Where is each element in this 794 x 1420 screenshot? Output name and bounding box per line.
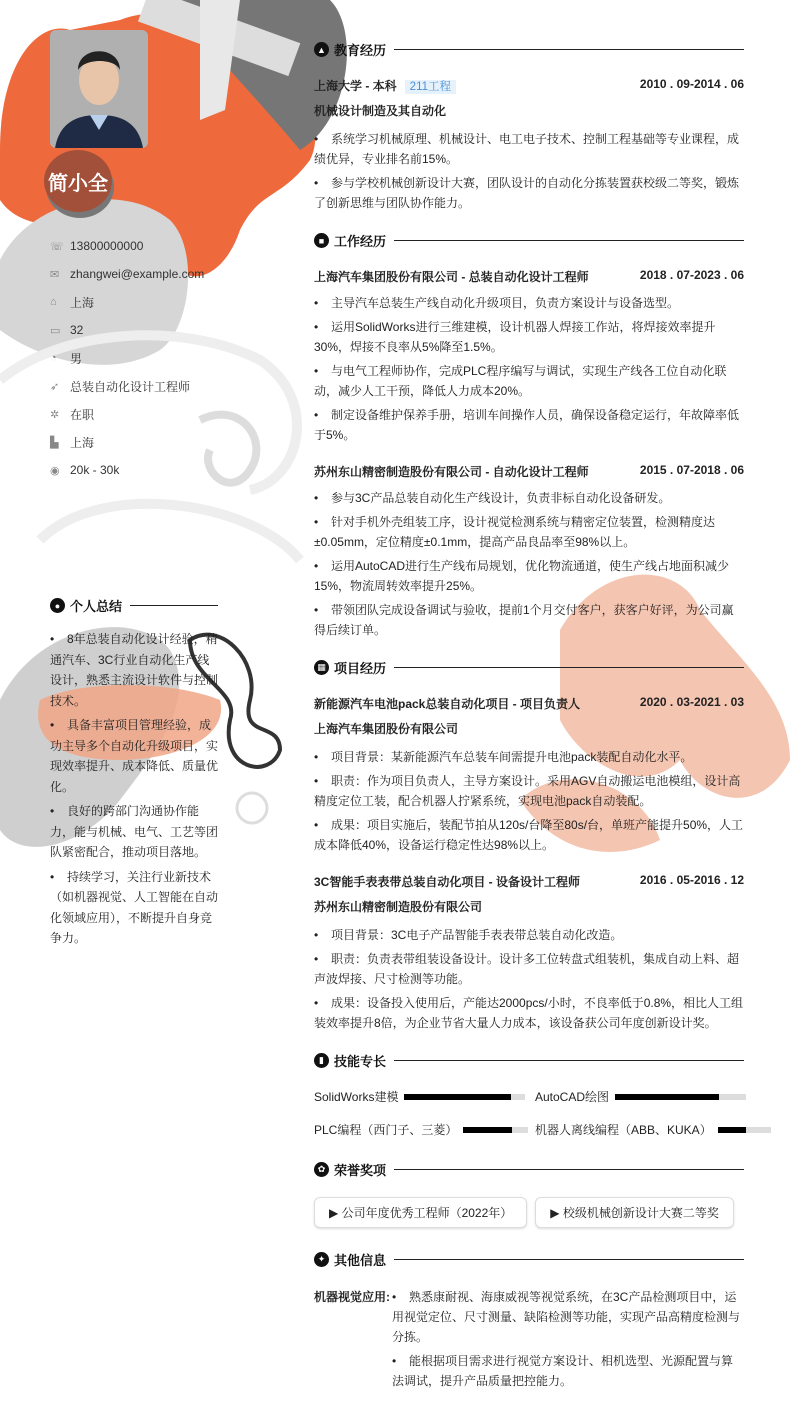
award-item bbox=[314, 1197, 527, 1228]
divider bbox=[130, 605, 218, 606]
skill-bar-fill bbox=[463, 1127, 512, 1133]
age-icon: ▭ bbox=[50, 324, 61, 337]
skill-item bbox=[535, 1088, 775, 1105]
section-title: 工作经历 bbox=[334, 234, 387, 249]
contact-info bbox=[50, 232, 204, 484]
info-status bbox=[50, 400, 204, 428]
job-entry bbox=[314, 268, 744, 445]
section-header bbox=[314, 1051, 744, 1070]
triangle-icon: ▶ bbox=[550, 1206, 563, 1220]
chart-icon: ▮ bbox=[314, 1053, 329, 1068]
info-text: 32 bbox=[70, 323, 84, 337]
section-title: 其他信息 bbox=[334, 1253, 387, 1268]
project-header bbox=[314, 695, 744, 712]
info-age bbox=[50, 316, 204, 344]
summary-item: • 良好的跨部门沟通协作能力，能与机械、电气、工艺等团队紧密配合，推动项目落地。 bbox=[50, 801, 218, 863]
section-header bbox=[314, 231, 744, 250]
info-text: 20k - 30k bbox=[70, 463, 120, 477]
date: 2010 . 09-2014 . 06 bbox=[639, 77, 744, 91]
briefcase-icon: ■ bbox=[314, 233, 329, 248]
list-item: • 熟悉康耐视、海康威视等视觉系统，在3C产品检测项目中，运用视觉定位、尺寸测量、缺陷检测等功能，实现产品高精度检测与分拣。 bbox=[392, 1287, 744, 1347]
list-item: • 职责：作为项目负责人，主导方案设计。采用AGV自动搬运电池模组，设计高精度定位工装，配合机器人拧紧系统，实现电池pack自动装配。 bbox=[314, 771, 744, 811]
grid-icon: ▦ bbox=[314, 660, 329, 675]
city-icon: ▙ bbox=[50, 436, 59, 449]
job-header bbox=[314, 463, 744, 480]
list-item: • 成果：设备投入使用后，产能达2000pcs/小时，不良率低于0.8%，相比人工组装效率提升8倍，为企业节省大量人力成本，该设备获公司年度创新设计奖。 bbox=[314, 993, 744, 1033]
skill-item bbox=[314, 1121, 535, 1138]
divider bbox=[394, 667, 744, 668]
list-item: • 针对手机外壳组装工序，设计视觉检测系统与精密定位装置，检测精度达±0.05mm，定位精度±0.1mm，提高产品良品率至98%以上。 bbox=[314, 512, 744, 552]
list-item: • 项目背景：某新能源汽车总装车间需提升电池pack装配自动化水平。 bbox=[314, 747, 744, 767]
skill-bar-fill bbox=[615, 1094, 718, 1100]
skill-name: SolidWorks建模 bbox=[314, 1090, 399, 1104]
work-section bbox=[314, 231, 744, 640]
list-item: • 与电气工程师协作，完成PLC程序编写与调试，实现生产线各工位自动化联动，减少人工干预，降低人力成本20%。 bbox=[314, 361, 744, 401]
position-icon: ➶ bbox=[50, 380, 60, 393]
section-header bbox=[314, 40, 744, 59]
summary-item: • 8年总装自动化设计经验，精通汽车、3C行业自动化生产线设计，熟悉主流设计软件与控制技术。 bbox=[50, 629, 218, 711]
award-icon: ✿ bbox=[314, 1162, 329, 1177]
graduation-cap-icon: ▲ bbox=[314, 42, 329, 57]
info-text: zhangwei@example.com bbox=[70, 267, 205, 281]
summary-section bbox=[50, 596, 218, 953]
user-icon: ● bbox=[50, 598, 65, 613]
info-text: 在职 bbox=[70, 407, 95, 422]
divider bbox=[394, 1169, 744, 1170]
info-salary bbox=[50, 456, 204, 484]
info-text: 总装自动化设计工程师 bbox=[70, 379, 191, 394]
list-item: • 系统学习机械原理、机械设计、电工电子技术、控制工程基础等专业课程，成绩优异，专业排名前15%。 bbox=[314, 129, 744, 169]
date: 2020 . 03-2021 . 03 bbox=[639, 695, 744, 709]
list-item: • 能根据项目需求进行视觉方案设计、相机选型、光源配置与算法调试，提升产品质量把控能力。 bbox=[392, 1351, 744, 1391]
other-label: 机器视觉应用: bbox=[314, 1290, 390, 1304]
awards-section bbox=[314, 1160, 744, 1228]
list-item: • 项目背景：3C电子产品智能手表表带总装自动化改造。 bbox=[314, 925, 744, 945]
divider bbox=[394, 1060, 744, 1061]
list-item: • 成果：项目实施后，装配节拍从120s/台降至80s/台，单班产能提升50%，人工成本降低40%，设备运行稳定性达98%以上。 bbox=[314, 815, 744, 855]
info-text: 上海 bbox=[70, 295, 95, 310]
list-item: • 主导汽车总装生产线自动化升级项目，负责方案设计与设备选型。 bbox=[314, 293, 744, 313]
skill-bar-fill bbox=[718, 1127, 746, 1133]
project-company: 上海汽车集团股份有限公司 bbox=[314, 722, 459, 736]
summary-item: • 持续学习，关注行业新技术（如机器视觉、人工智能在自动化领域应用），不断提升自身竞争力。 bbox=[50, 867, 218, 949]
skill-item bbox=[535, 1121, 775, 1138]
date: 2018 . 07-2023 . 06 bbox=[639, 268, 744, 282]
skill-name: 机器人离线编程（ABB、KUKA） bbox=[535, 1123, 712, 1137]
mail-icon: ✉ bbox=[50, 268, 60, 281]
info-email bbox=[50, 260, 204, 288]
education-header bbox=[314, 77, 744, 94]
summary-item: • 具备丰富项目管理经验，成功主导多个自动化升级项目，实现效率提升、成本降低、质量优化。 bbox=[50, 715, 218, 797]
skill-item bbox=[314, 1088, 535, 1105]
projects-section bbox=[314, 658, 744, 1033]
skill-name: AutoCAD绘图 bbox=[535, 1090, 610, 1104]
divider bbox=[394, 240, 744, 241]
info-text: 男 bbox=[70, 351, 83, 366]
section-title: 技能专长 bbox=[334, 1054, 387, 1069]
date: 2015 . 07-2018 . 06 bbox=[639, 463, 744, 477]
award-name: 校级机械创新设计大赛二等奖 bbox=[562, 1206, 719, 1220]
section-title: 教育经历 bbox=[334, 43, 387, 58]
project-title: 3C智能手表表带总装自动化项目 - 设备设计工程师 bbox=[314, 875, 581, 889]
section-title: 荣誉奖项 bbox=[334, 1163, 387, 1178]
project-entry bbox=[314, 695, 744, 855]
project-entry bbox=[314, 873, 744, 1033]
info-text: 13800000000 bbox=[70, 239, 144, 253]
skill-bar bbox=[615, 1094, 746, 1100]
section-header bbox=[314, 1250, 744, 1269]
salary-icon: ◉ bbox=[50, 464, 60, 477]
school: 上海大学 - 本科 bbox=[314, 79, 397, 93]
candidate-name: 简小全 bbox=[44, 150, 112, 212]
project-title: 新能源汽车电池pack总装自动化项目 - 项目负责人 bbox=[314, 697, 581, 711]
skill-bar bbox=[404, 1094, 525, 1100]
major: 机械设计制造及其自动化 bbox=[314, 104, 447, 118]
info-city bbox=[50, 428, 204, 456]
list-item: • 参与学校机械创新设计大赛，团队设计的自动化分拣装置获校级二等奖，锻炼了创新思维与团队协作能力。 bbox=[314, 173, 744, 213]
skills-section bbox=[314, 1051, 744, 1138]
skill-bar bbox=[463, 1127, 528, 1133]
award-name: 公司年度优秀工程师（2022年） bbox=[341, 1206, 513, 1220]
divider bbox=[394, 1259, 744, 1260]
status-icon: ✲ bbox=[50, 408, 60, 421]
education-section bbox=[314, 40, 744, 213]
info-text: 上海 bbox=[70, 435, 95, 450]
list-item: • 带领团队完成设备调试与验收，提前1个月交付客户，获客户好评，为公司赢得后续订单。 bbox=[314, 600, 744, 640]
info-icon: ✦ bbox=[314, 1252, 329, 1267]
other-section bbox=[314, 1250, 744, 1395]
info-home bbox=[50, 288, 204, 316]
right-column bbox=[314, 40, 744, 1395]
school-tag: 211工程 bbox=[405, 80, 456, 94]
section-header bbox=[314, 1160, 744, 1179]
job-title: 上海汽车集团股份有限公司 - 总装自动化设计工程师 bbox=[314, 270, 589, 284]
project-company: 苏州东山精密制造股份有限公司 bbox=[314, 900, 483, 914]
list-item: • 职责：负责表带组装设备设计。设计多工位转盘式组装机，集成自动上料、超声波焊接、尺寸检测等功能。 bbox=[314, 949, 744, 989]
triangle-icon: ▶ bbox=[329, 1206, 342, 1220]
skill-name: PLC编程（西门子、三菱） bbox=[314, 1123, 458, 1137]
skill-bar bbox=[718, 1127, 771, 1133]
section-title: 项目经历 bbox=[334, 661, 387, 676]
avatar-photo bbox=[50, 30, 148, 148]
job-entry bbox=[314, 463, 744, 640]
list-item: • 运用SolidWorks进行三维建模，设计机器人焊接工作站，将焊接效率提升30%，焊接不良率从5%降至1.5%。 bbox=[314, 317, 744, 357]
skill-bar-fill bbox=[404, 1094, 510, 1100]
list-item: • 运用AutoCAD进行生产线布局规划，优化物流通道，使生产线占地面积减少15%，物流周转效率提升25%。 bbox=[314, 556, 744, 596]
job-header bbox=[314, 268, 744, 285]
award-item bbox=[535, 1197, 734, 1228]
job-title: 苏州东山精密制造股份有限公司 - 自动化设计工程师 bbox=[314, 465, 589, 479]
list-item: • 参与3C产品总装自动化生产线设计，负责非标自动化设备研发。 bbox=[314, 488, 744, 508]
project-header bbox=[314, 873, 744, 890]
divider bbox=[394, 49, 744, 50]
date: 2016 . 05-2016 . 12 bbox=[639, 873, 744, 887]
list-item: • 制定设备维护保养手册，培训车间操作人员，确保设备稳定运行，年故障率低于5%。 bbox=[314, 405, 744, 445]
info-phone bbox=[50, 232, 204, 260]
section-header bbox=[50, 596, 218, 615]
gender-icon: ◔ bbox=[50, 352, 57, 364]
phone-icon: ☏ bbox=[50, 240, 64, 253]
info-gender bbox=[50, 344, 204, 372]
home-icon: ⌂ bbox=[50, 296, 57, 308]
section-header bbox=[314, 658, 744, 677]
section-title: 个人总结 bbox=[70, 599, 123, 614]
info-position bbox=[50, 372, 204, 400]
